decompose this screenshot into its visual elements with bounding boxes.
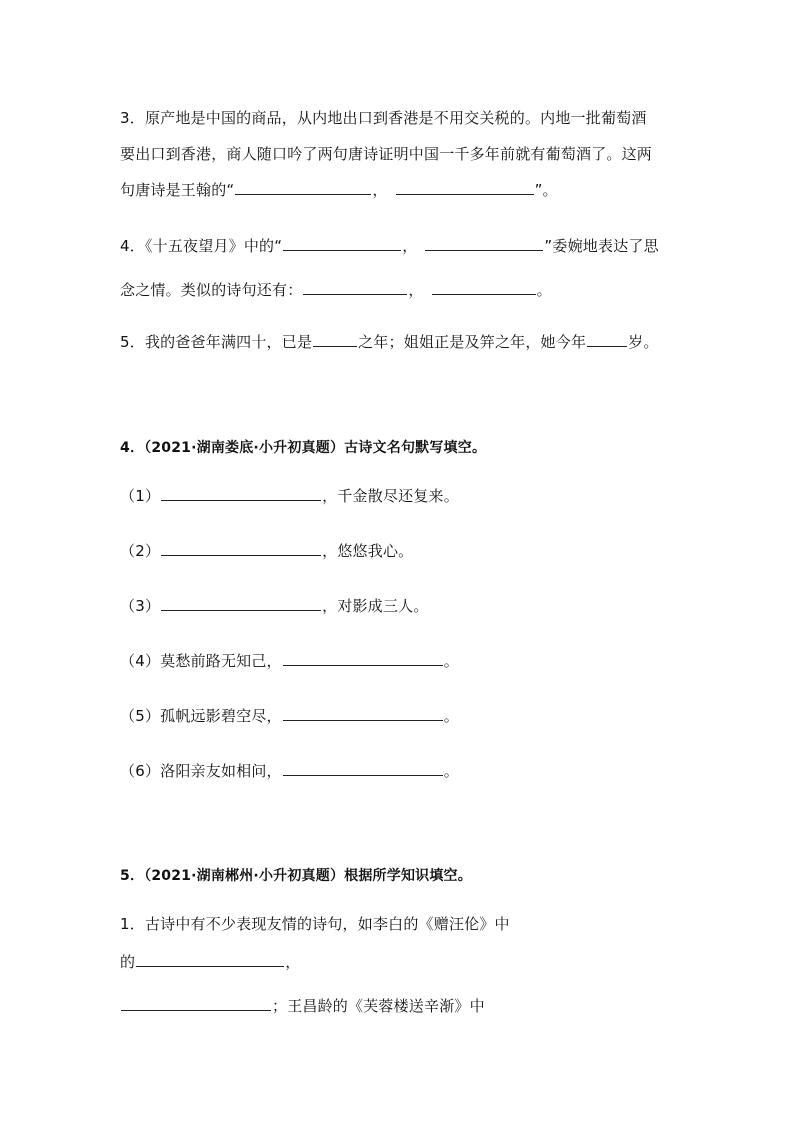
q5-line <box>120 332 659 352</box>
section-4-heading: 4．（2021·湖南娄底·小升初真题）古诗文名句默写填空。 <box>120 440 487 456</box>
item-1-answer-blank[interactable] <box>161 486 321 501</box>
section-5-text-3a: ；王昌龄的《芙蓉楼送辛渐》中 <box>272 997 485 1015</box>
section-5-text-1: 1．古诗中有不少表现友情的诗句，如李白的《赠汪伦》中 <box>120 915 510 933</box>
q3-text-3b: ， <box>372 181 388 199</box>
item-number: （5） <box>120 707 161 725</box>
q3-line-3 <box>120 180 558 200</box>
item-text: ，对影成三人。 <box>322 597 429 615</box>
item-end-mark: 。 <box>443 652 459 670</box>
q4-text-1b: ， <box>402 237 418 255</box>
q5-answer-blank-1[interactable] <box>313 332 357 347</box>
item-2-answer-blank[interactable] <box>161 541 321 556</box>
q4-answer-blank-3[interactable] <box>303 280 407 295</box>
section-5-heading: 5．（2021·湖南郴州·小升初真题）根据所学知识填空。 <box>120 868 472 884</box>
q5-text-c: 岁。 <box>628 333 659 351</box>
item-number: （1） <box>120 487 161 505</box>
item-text: 莫愁前路无知己， <box>160 652 282 670</box>
q4-line-2 <box>120 280 552 300</box>
section-4-item-3 <box>120 596 429 616</box>
q4-text-1a: 4．《十五夜望月》中的“ <box>120 237 283 255</box>
q5-answer-blank-2[interactable] <box>587 332 627 347</box>
section-4-item-5 <box>120 706 459 726</box>
q3-line-2 <box>120 144 652 164</box>
section-5-text-2a: 的 <box>120 953 136 971</box>
q4-answer-blank-1[interactable] <box>283 236 401 251</box>
item-end-mark: 。 <box>443 762 459 780</box>
q4-text-1c: ”委婉地表达了思 <box>544 237 659 255</box>
q5-text-a: 5．我的爸爸年满四十，已是 <box>120 333 313 351</box>
item-3-answer-blank[interactable] <box>161 596 321 611</box>
q3-text-3a: 句唐诗是王翰的“ <box>120 181 235 199</box>
q3-answer-blank-1[interactable] <box>235 180 371 195</box>
item-number: （3） <box>120 597 161 615</box>
section-5-text-2b: ， <box>285 953 301 971</box>
q4-answer-blank-2[interactable] <box>425 236 543 251</box>
item-text: 洛阳亲友如相问， <box>160 762 282 780</box>
q3-text-1: 3．原产地是中国的商品，从内地出口到香港是不用交关税的。内地一批葡萄酒 <box>120 109 647 127</box>
q4-text-2b: ， <box>408 281 424 299</box>
section-5-answer-blank-1[interactable] <box>136 952 284 967</box>
item-4-answer-blank[interactable] <box>283 651 443 666</box>
q3-text-2: 要出口到香港，商人随口吟了两句唐诗证明中国一千多年前就有葡萄酒了。这两 <box>120 145 653 163</box>
item-text: 孤帆远影碧空尽， <box>160 707 282 725</box>
item-5-answer-blank[interactable] <box>283 706 443 721</box>
item-text: ，千金散尽还复来。 <box>322 487 459 505</box>
section-4-item-6 <box>120 761 459 781</box>
q4-text-2a: 念之情。类似的诗句还有： <box>120 281 303 299</box>
item-number: （6） <box>120 762 161 780</box>
item-6-answer-blank[interactable] <box>283 761 443 776</box>
item-text: ，悠悠我心。 <box>322 542 414 560</box>
section-5-answer-blank-2[interactable] <box>121 996 271 1011</box>
item-number: （4） <box>120 652 161 670</box>
item-number: （2） <box>120 542 161 560</box>
section-5-line-3 <box>120 996 485 1016</box>
section-5-line-2 <box>120 952 300 972</box>
section-4-item-4 <box>120 651 459 671</box>
q4-line-1 <box>120 236 659 256</box>
q3-answer-blank-2[interactable] <box>396 180 534 195</box>
item-end-mark: 。 <box>443 707 459 725</box>
q3-line-1 <box>120 108 647 128</box>
q4-text-2c: 。 <box>536 281 552 299</box>
section-5-line-1 <box>120 914 510 934</box>
q5-text-b: 之年；姐姐正是及笄之年，她今年 <box>358 333 587 351</box>
q3-text-3c: ”。 <box>534 181 558 199</box>
section-4-item-2 <box>120 541 413 561</box>
q4-answer-blank-4[interactable] <box>432 280 536 295</box>
section-4-item-1 <box>120 486 459 506</box>
